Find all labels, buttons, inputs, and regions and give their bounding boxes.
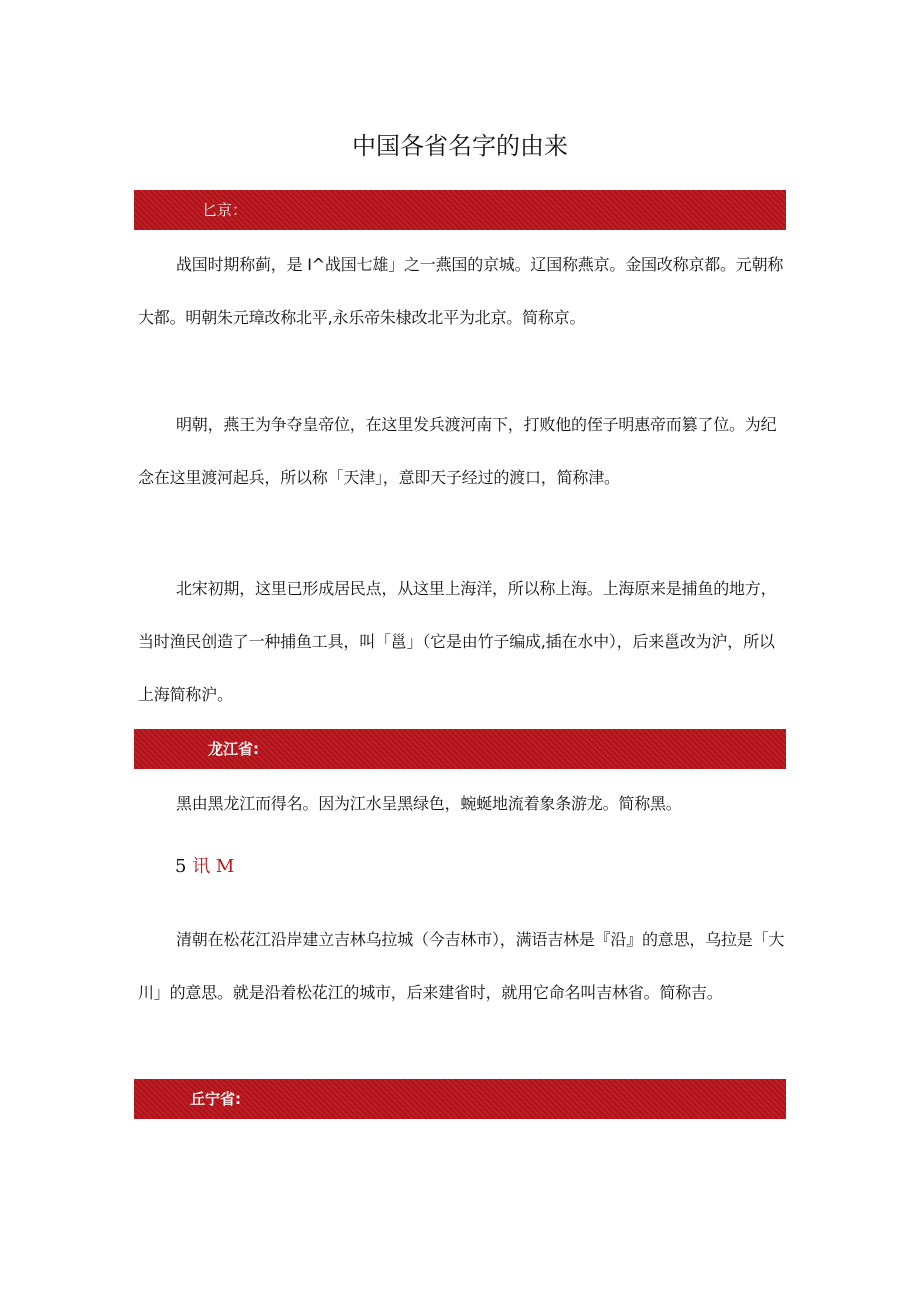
paragraph-jilin: 清朝在松花江沿岸建立吉林乌拉城（今吉林市），满语吉林是『沿』的意思，乌拉是「大川」的意思。就是沿着松花江的城市，后来建省时，就用它命名叫吉林省。简称吉。 — [138, 930, 785, 1002]
page-title: 中国各省名字的由来 — [352, 132, 568, 160]
section-banner-beijing — [134, 190, 786, 230]
subheading-number: 5 — [175, 856, 187, 877]
section-banner-liaoning — [134, 1079, 786, 1119]
subheading-label: 讯 M — [192, 856, 235, 877]
section-banner-heilongjiang — [134, 729, 786, 769]
paragraph-shanghai: 北宋初期，这里已形成居民点，从这里上海洋，所以称上海。上海原来是捕鱼的地方，当时渔民创造了一种捕鱼工具，叫「邕」（它是由竹子编成,插在水中），后来邕改为沪，所以上海简称沪。 — [138, 579, 777, 704]
paragraph-tianjin: 明朝，燕王为争夺皇帝位，在这里发兵渡河南下，打败他的侄子明惠帝而篡了位。为纪念在这里渡河起兵，所以称「天津」，意即天子经过的渡口，简称津。 — [138, 415, 777, 487]
paragraph-beijing: 战国时期称蓟，是 I^战国七雄」之一燕国的京城。辽国称燕京。金国改称京都。元朝称大都。明朝朱元璋改称北平,永乐帝朱棣改北平为北京。简称京。 — [138, 255, 784, 327]
paragraph-heilongjiang: 黑由黑龙江而得名。因为江水呈黑绿色，蜿蜒地流着象条游龙。简称黑。 — [176, 794, 682, 813]
section-subheading-jilin — [175, 852, 234, 882]
section-header-beijing: 匕京： — [202, 201, 248, 219]
section-header-liaoning: 丘宁省: — [190, 1090, 241, 1108]
section-header-heilongjiang: 龙江省: — [208, 740, 259, 758]
